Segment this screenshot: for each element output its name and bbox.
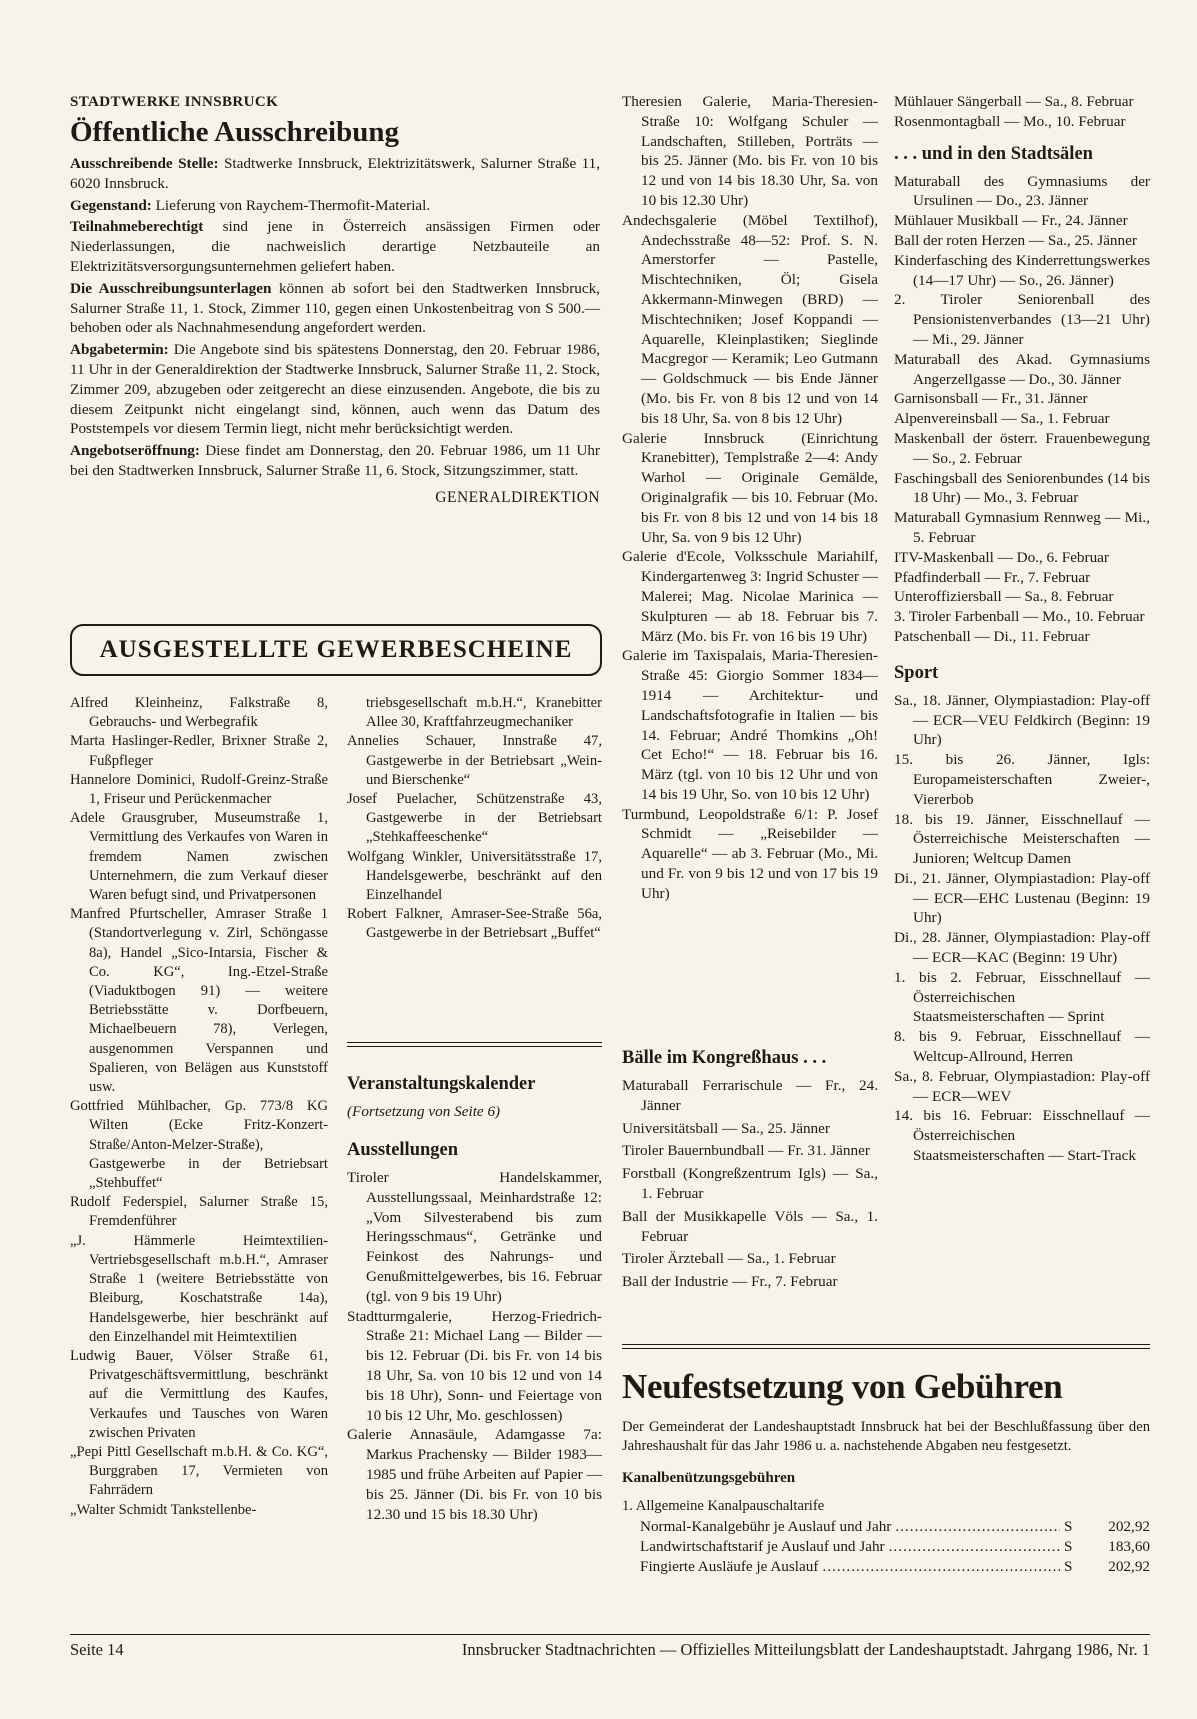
notice-paragraph-label: Gegenstand: [70, 196, 152, 214]
notice-paragraph-text: Diese findet am Donnerstag, den 20. Februar 1986, um 11 Uhr bei den Stadtwerken Innsbruck, Salurner Straße 11, 6. Stock, Sitzungszimmer, statt. [70, 442, 600, 479]
notice-paragraph-text: können ab sofort bei den Stadtwerken Innsbruck, Salurner Straße 11, 1. Stock, Zimmer 110, gegen einen Unkostenbeitrag von S 500.— behoben oder als Nachnahmesendung angefordert werden. [70, 279, 600, 337]
ausstellung-entry: Galerie Innsbruck (Einrichtung Kranebitter), Templstraße 2—4: Andy Warhol — Originale Gemälde, Originalgrafik — bis 10. Februar (Mo. bis Fr. von 8 bis 12 und von 14 bis 18 Uhr, Sa. von 9 bis 12 Uhr) [622, 429, 878, 546]
gebuehren-table [622, 1517, 1150, 1577]
ausstellungen-title: Ausstellungen [347, 1140, 459, 1160]
gewerbe-entry: Gottfried Mühlbacher, Gp. 773/8 KG Wilten (Ecke Fritz-Konzert-Straße/Anton-Melzer-Straße), Gastgewerbe in der Betriebsart „Stehbuffet“ [70, 1098, 328, 1192]
footer-rule [70, 1634, 1150, 1635]
ball-entry: Ball der roten Herzen — Sa., 25. Jänner [894, 231, 1137, 249]
column-4 [894, 92, 1150, 1166]
fee-currency: S [1064, 1517, 1073, 1535]
notice-paragraph [70, 340, 600, 439]
gewerbe-entry: Ludwig Bauer, Völser Straße 61, Privatgeschäftsvermittlung, beschränkt auf die Vermittlung des Kaufes, Verkaufes und Tausches von Waren zwischen Privaten [70, 1347, 328, 1441]
sport-entry: 1. bis 2. Februar, Eisschnellauf — Österreichischen Staatsmeisterschaften — Sprint [894, 968, 1150, 1026]
fee-label: Fingierte Ausläufe je Auslauf [640, 1557, 819, 1575]
fee-leader-dots [822, 1557, 1060, 1577]
kalender-title: Veranstaltungskalender [347, 1074, 536, 1094]
ball-entry: Maturaball Ferrarischule — Fr., 24. Jänner [622, 1077, 878, 1114]
ausstellung-entry: Stadtturmgalerie, Herzog-Friedrich-Straße 21: Michael Lang — Bilder — bis 12. Februar (Di. bis Fr. von 14 bis 18 Uhr, Sa. von 10 bis 12 und von 14 bis 18 Uhr), Sonn- und Feiertage von 10 bis 12 Uhr, Mo. geschlossen) [347, 1307, 602, 1424]
fee-label: Normal-Kanalgebühr je Auslauf und Jahr [640, 1517, 892, 1535]
kalender-subtitle: (Fortsetzung von Seite 6) [347, 1103, 501, 1120]
ball-entry: Forstball (Kongreßzentrum Igls) — Sa., 1. Februar [622, 1165, 878, 1202]
gewerbe-entry: Josef Puelacher, Schützenstraße 43, Gastgewerbe in der Betriebsart „Stehkaffeeschenke“ [347, 791, 602, 846]
footer-publication: Innsbrucker Stadtnachrichten — Offizielles Mitteilungsblatt der Landeshauptstadt. Jahrgang 1986, Nr. 1 [461, 1640, 1150, 1659]
gebuehren-intro: Der Gemeinderat der Landeshauptstadt Innsbruck hat bei der Beschlußfassung über den Jahreshaushalt für das Jahr 1986 u. a. nachstehende Abgaben neu festgesetzt. [622, 1419, 1150, 1455]
notice-paragraph-label: Abgabetermin: [70, 341, 169, 359]
kalender-top-rule [347, 1042, 602, 1047]
ball-entry: 2. Tiroler Seniorenball des Pensionistenverbandes (13—21 Uhr) — Mi., 29. Jänner [894, 291, 1150, 348]
sport-entry: Di., 28. Jänner, Olympiastadion: Play-off — ECR—KAC (Beginn: 19 Uhr) [894, 929, 1150, 967]
footer-page: Seite 14 [70, 1640, 124, 1659]
sport-entry: 8. bis 9. Februar, Eisschnellauf — Weltcup-Allround, Herren [894, 1028, 1150, 1066]
gebuehren-title: Neufestsetzung von Gebühren [622, 1367, 1063, 1406]
ball-entry: Faschingsball des Seniorenbundes (14 bis 18 Uhr) — Mo., 3. Februar [894, 469, 1150, 507]
gewerbe-entry: Marta Haslinger-Redler, Brixner Straße 2, Fußpfleger [70, 733, 328, 769]
gewerbe-entry: Manfred Pfurtscheller, Amraser Straße 1 (Standortverlegung v. Zirl, Schöngasse 8a), Handel „Sico-Intarsia, Fischer & Co. KG“, Ing.-Etzel-Straße (Viaduktbogen 91) — weitere Betriebsstätte v. Dorfbeuern, Michaelbeuern 78), Verlegen, ausgenommen Verspannen und Spalieren, von Belägen aus Kunststoff usw. [70, 906, 328, 1096]
notice-paragraph [70, 154, 600, 194]
sport-entry: 14. bis 16. Februar: Eisschnellauf — Österreichischen Staatsmeisterschaften — Start-Track [894, 1107, 1150, 1165]
ball-entry: ITV-Maskenball — Do., 6. Februar [894, 548, 1109, 566]
notice-paragraph [70, 217, 600, 276]
fee-amount: 202,92 [1108, 1517, 1150, 1535]
notice-paragraph [70, 196, 600, 216]
ausstellungen-list-1 [347, 1168, 602, 1524]
gewerbe-column-1 [70, 694, 328, 1520]
fee-row [622, 1517, 1150, 1537]
fee-amount: 183,60 [1108, 1537, 1150, 1555]
notice-paragraph-text: Lieferung von Raychem-Thermofit-Material. [151, 196, 431, 214]
notice-body [70, 154, 600, 481]
notice-section [70, 94, 600, 507]
gewerbe-title-box [70, 624, 602, 676]
gewerbe-column-2 [347, 694, 602, 944]
kalender-column-1 [347, 1072, 602, 1524]
fee-leader-dots [895, 1517, 1060, 1537]
ball-entry: Maturaball des Gymnasiums der Ursulinen — Do., 23. Jänner [894, 172, 1150, 210]
ausstellung-entry: Galerie Annasäule, Adamgasse 7a: Markus Prachensky — Bilder 1983—1985 und frühe Arbeiten auf Papier — bis 25. Jänner (Di. bis Fr. von 10 bis 12.30 und 15 bis 18.30 Uhr) [347, 1426, 602, 1523]
gebuehren-subtitle: Kanalbenützungsgebühren [622, 1470, 796, 1487]
sport-list [894, 691, 1150, 1166]
ausstellungen-list-2 [622, 92, 878, 904]
ball-entry: Universitätsball — Sa., 25. Jänner [622, 1119, 830, 1137]
gewerbe-entry: Robert Falkner, Amraser-See-Straße 56a, Gastgewerbe in der Betriebsart „Buffet“ [347, 906, 602, 942]
ball-entry: Ball der Industrie — Fr., 7. Februar [622, 1273, 838, 1291]
ball-entry: Tiroler Ärzteball — Sa., 1. Februar [622, 1250, 836, 1268]
baelle-stadtsaele-list [894, 172, 1150, 647]
ball-entry: Tiroler Bauernbundball — Fr. 31. Jänner [622, 1142, 870, 1160]
gewerbe-entry: Alfred Kleinheinz, Falkstraße 8, Gebrauchs- und Werbegrafik [70, 695, 328, 731]
baelle-kongress-section [622, 1046, 878, 1295]
ball-entry: Kinderfasching des Kinderrettungswerkes (14—17 Uhr) — So., 26. Jänner) [894, 251, 1150, 289]
ausstellung-entry: Turmbund, Leopoldstraße 6/1: P. Josef Schmidt — „Reisebilder — Aquarelle“ — ab 3. Februar (Mo., Mi. und Fr. von 9 bis 12 und von 17 bis 19 Uhr) [622, 805, 878, 902]
fee-row [622, 1537, 1150, 1557]
gebuehren-top-rule [622, 1344, 1150, 1349]
notice-paragraph-text: Die Angebote sind bis spätestens Donnerstag, den 20. Februar 1986, 11 Uhr in der Generaldirektion der Stadtwerke Innsbruck, Salurner Straße 11, 2. Stock, Zimmer 209, abzugeben oder zeitgerecht an diese einzusenden. Angebote, die bis zu diesem Zeitpunkt nicht eingelangt sind, können, auch wenn das Datum des Poststempels vor diesem Termin liegt, nicht mehr berücksichtigt werden. [70, 341, 600, 438]
sport-entry: Di., 21. Jänner, Olympiastadion: Play-off — ECR—EHC Lustenau (Beginn: 19 Uhr) [894, 869, 1150, 927]
ball-entry: Garnisonsball — Fr., 31. Jänner [894, 390, 1088, 408]
ball-entry: Ball der Musikkapelle Völs — Sa., 1. Februar [622, 1207, 878, 1245]
ball-entry: Unteroffiziersball — Sa., 8. Februar [894, 588, 1114, 606]
gewerbe-entry: Hannelore Dominici, Rudolf-Greinz-Straße 1, Friseur und Perückenmacher [70, 771, 328, 808]
notice-signature: GENERALDIREKTION [435, 488, 600, 506]
gewerbe-entry: Rudolf Federspiel, Salurner Straße 15, Fremdenführer [70, 1194, 328, 1230]
notice-kicker: STADTWERKE INNSBRUCK [70, 94, 279, 110]
ball-entry: Mühlauer Sängerball — Sa., 8. Februar [894, 93, 1134, 110]
notice-paragraph-text: Stadtwerke Innsbruck, Elektrizitätswerk, Salurner Straße 11, 6020 Innsbruck. [70, 155, 601, 192]
sport-entry: 18. bis 19. Jänner, Eisschnellauf — Österreichische Meisterschaften — Junioren; Weltcup Damen [894, 810, 1150, 868]
ausstellung-entry: Galerie d'Ecole, Volksschule Mariahilf, Kindergartenweg 3: Ingrid Schuster — Malerei; Mag. Nicolae Marinica — Skulpturen — ab 18. Februar bis 7. März (Mo. bis Fr. von 16 bis 19 Uhr) [622, 548, 878, 645]
fee-currency: S [1064, 1557, 1073, 1575]
gebuehren-item: 1. Allgemeine Kanalpauschaltarife [622, 1498, 825, 1515]
ausstellung-entry: Andechsgalerie (Möbel Textilhof), Andechsstraße 48—52: Prof. S. N. Amerstorfer — Pastelle, Mischtechniken, Öl; Gisela Akkermann-Minwegen (BRD) — Mischtechniken; Josef Koppandi — Aquarelle, Kleinplastiken; Sieglinde Macgregor — Keramik; Leo Gutmann — Goldschmuck — bis Ende Jänner (Mo. bis Fr. von 8 bis 12 und von 14 bis 18 Uhr, Sa. von 8 bis 12 Uhr) [622, 211, 878, 427]
baelle-kongress-title: Bälle im Kongreßhaus . . . [622, 1048, 827, 1068]
baelle-kongress-list [622, 1076, 878, 1292]
sport-title: Sport [894, 662, 939, 683]
ball-entry: Rosenmontagball — Mo., 10. Februar [894, 112, 1126, 130]
baelle-kongress-continued [894, 92, 1150, 132]
notice-paragraph-label: Angebotseröffnung: [70, 442, 200, 460]
fee-row [622, 1557, 1150, 1577]
notice-paragraph-text: sind jene in Österreich ansässigen Firmen oder Niederlassungen, die nachweislich derartige Netzbauteile an Elektrizitätsversorgungsunternehmen geliefert haben. [70, 218, 600, 275]
gewerbe-entry: „Walter Schmidt Tankstellenbe- [70, 1501, 257, 1518]
fee-label: Landwirtschaftstarif je Auslauf und Jahr [640, 1537, 885, 1555]
notice-paragraph-label: Die Ausschreibungsunterlagen [70, 279, 272, 297]
sport-entry: Sa., 8. Februar, Olympiastadion: Play-off — ECR—WEV [894, 1067, 1150, 1105]
notice-title: Öffentliche Ausschreibung [70, 116, 399, 148]
ball-entry: Maturaball Gymnasium Rennweg — Mi., 5. Februar [894, 509, 1150, 546]
fee-amount: 202,92 [1108, 1557, 1150, 1575]
gewerbe-entry: Wolfgang Winkler, Universitätsstraße 17, Handelsgewerbe, beschränkt auf den Einzelhandel [347, 848, 602, 904]
gewerbe-entry: „Pepi Pittl Gesellschaft m.b.H. & Co. KG“, Burggraben 17, Vermieten von Fahrrädern [70, 1443, 328, 1499]
ausstellung-entry: Tiroler Handelskammer, Ausstellungssaal, Meinhardstraße 12: „Vom Silvesterabend bis zum Heringsschmaus“, Getränke und Feinkost des Nahrungs- und Genußmittelgewerbes, bis 16. Februar (tgl. von 9 bis 19 Uhr) [347, 1169, 602, 1305]
ball-entry: Maturaball des Akad. Gymnasiums Angerzellgasse — Do., 30. Jänner [894, 350, 1150, 388]
ball-entry: Maskenball der österr. Frauenbewegung — So., 2. Februar [894, 429, 1150, 467]
fee-leader-dots [889, 1537, 1060, 1557]
sport-entry: 15. bis 26. Jänner, Igls: Europameisterschaften Zweier-, Viererbob [894, 751, 1150, 808]
notice-paragraph-label: Teilnahmeberechtigt [70, 218, 204, 236]
ball-entry: Alpenvereinsball — Sa., 1. Februar [894, 410, 1110, 428]
notice-paragraph-label: Ausschreibende Stelle: [70, 155, 219, 172]
sport-entry: Sa., 18. Jänner, Olympiastadion: Play-off — ECR—VEU Feldkirch (Beginn: 19 Uhr) [894, 691, 1150, 749]
gewerbe-entry: Adele Grausgruber, Museumstraße 1, Vermittlung des Verkaufes von Waren in fremdem Namen zwischen Unternehmern, die zum Verkauf dieser Waren befugt sind, und Privatpersonen [70, 810, 328, 904]
baelle-stadtsaele-title: . . . und in den Stadtsälen [894, 143, 1093, 164]
ausstellung-entry: Galerie im Taxispalais, Maria-Theresien-Straße 45: Giorgio Sommer 1834—1914 — Architektur- und Landschaftsfotografie in Italien — bis 14. Februar; André Thomkins „Oh! Cet Echo!“ — 18. Februar bis 16. März (tgl. von 10 bis 12 Uhr und von 14 bis 19 Uhr, So. von 10 bis 12 Uhr) [622, 647, 878, 803]
ausstellung-entry: Theresien Galerie, Maria-Theresien-Straße 10: Wolfgang Schuler — Landschaften, Stilleben, Porträts — bis 25. Jänner (Mo. bis Fr. von 10 bis 12 und von 14 bis 18.30 Uhr, Sa. von 10 bis 12.30 Uhr) [622, 93, 878, 209]
ball-entry: Pfadfinderball — Fr., 7. Februar [894, 568, 1091, 586]
gewerbe-continuation: triebsgesellschaft m.b.H.“, Kranebitter Allee 30, Kraftfahrzeugmechaniker [366, 695, 602, 731]
gewerbe-entry: Annelies Schauer, Innstraße 47, Gastgewerbe in der Betriebsart „Wein- und Bierschenke“ [347, 733, 602, 788]
gewerbe-entry: „J. Hämmerle Heimtextilien-Vertriebsgesellschaft m.b.H.“, Amraser Straße 1 (weitere Betriebsstätte von Bleiburg, Koschatstraße 14a), Handelsgewerbe, hier beschränkt auf den Einzelhandel mit Heimtextilien [70, 1232, 328, 1345]
fee-currency: S [1064, 1537, 1073, 1555]
ball-entry: Patschenball — Di., 11. Februar [894, 627, 1090, 645]
notice-paragraph [70, 279, 600, 338]
ball-entry: Mühlauer Musikball — Fr., 24. Jänner [894, 212, 1128, 230]
notice-paragraph [70, 441, 600, 481]
ball-entry: 3. Tiroler Farbenball — Mo., 10. Februar [894, 608, 1145, 626]
gewerbe-title: AUSGESTELLTE GEWERBESCHEINE [99, 636, 573, 663]
gebuehren-section [622, 1366, 1150, 1577]
